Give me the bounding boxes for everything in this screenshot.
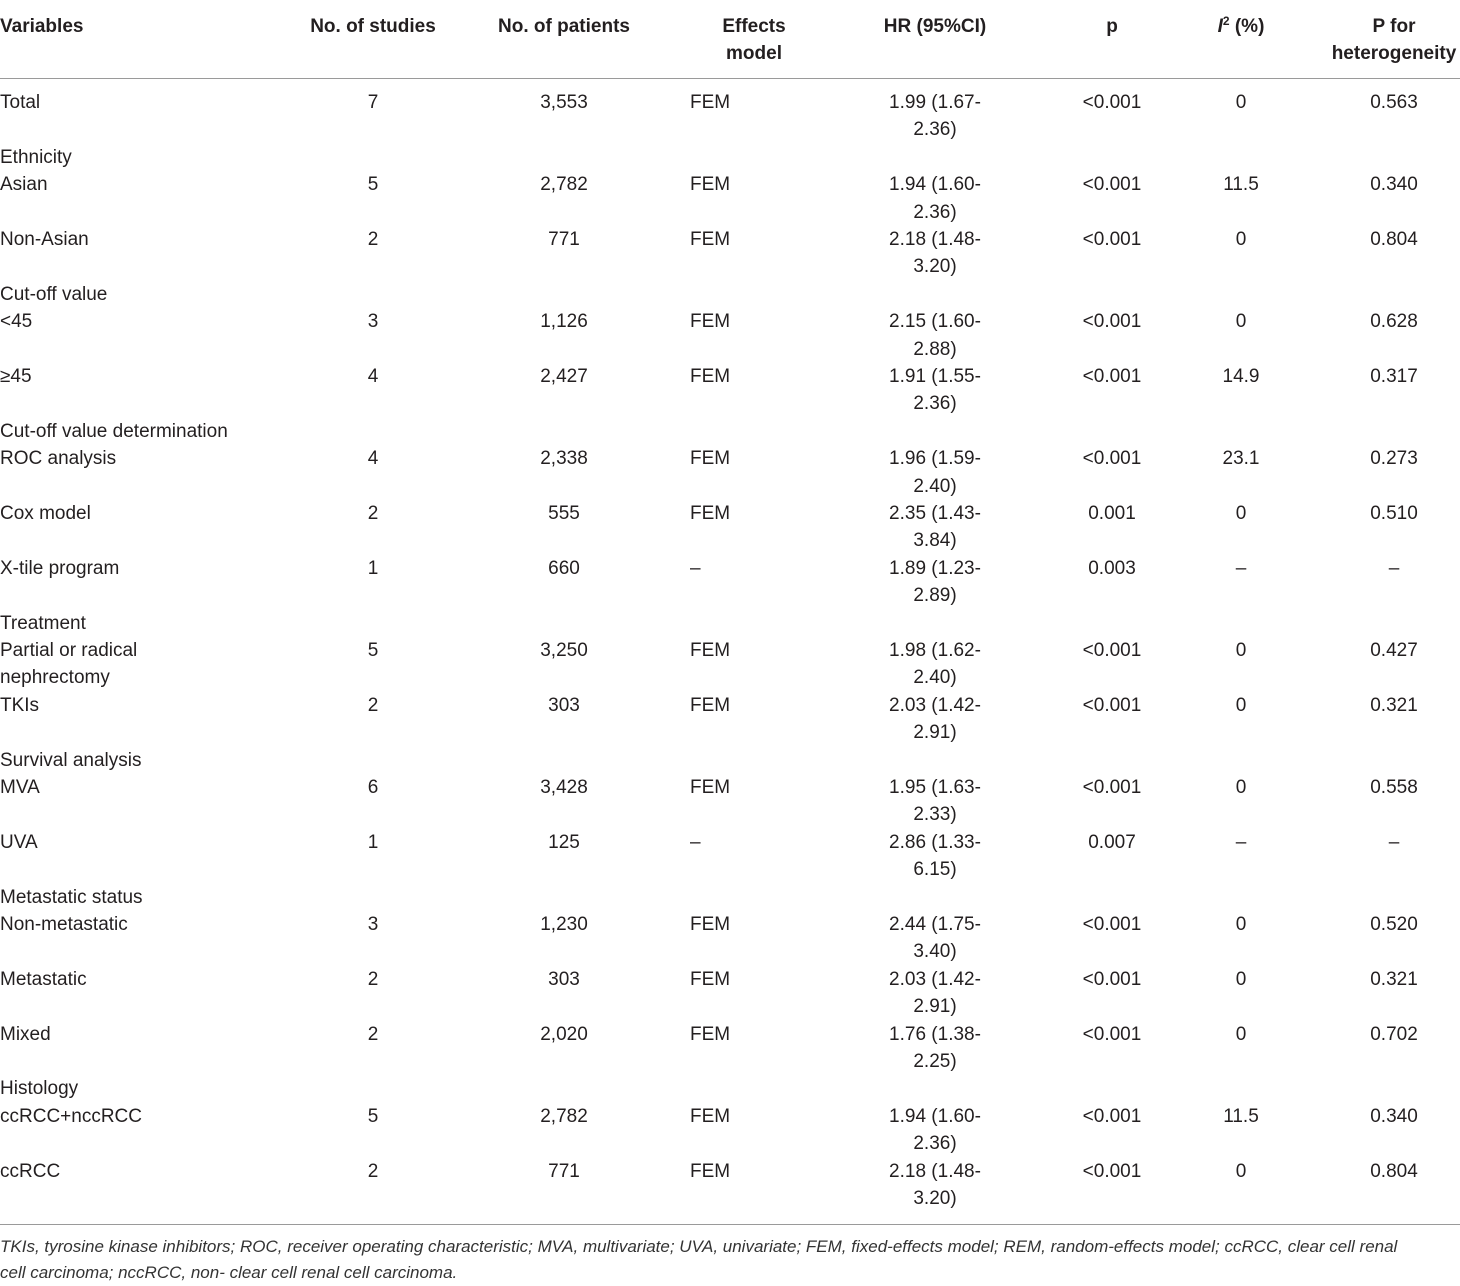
cell-model: FEM [690, 1105, 731, 1127]
cell-studies: 3 [367, 914, 379, 935]
cell-i2: 0 [1235, 777, 1247, 798]
cell-model: FEM [690, 968, 731, 990]
header-effects-model-line1: Effects [722, 16, 786, 37]
cell-studies: 1 [367, 831, 379, 853]
header-patients: No. of patients [498, 16, 630, 37]
group-label: Metastatic status [0, 886, 143, 908]
cell-studies: 2 [367, 968, 379, 990]
header-p-heterogeneity [1324, 13, 1460, 67]
cell-p: <0.001 [1082, 229, 1142, 250]
cell-phet: 0.558 [1370, 777, 1418, 798]
group-header-row [0, 747, 1460, 774]
cell-studies: 2 [367, 1023, 379, 1045]
cell-phet: 0.563 [1370, 92, 1418, 113]
cell-label-continued: nephrectomy [0, 667, 110, 689]
group-label: Ethnicity [0, 146, 72, 168]
cell-i2: 0 [1235, 1160, 1247, 1182]
cell-model: – [690, 831, 701, 853]
cell-patients: 555 [548, 503, 580, 524]
cell-hr: 2.86 (1.33- [889, 831, 981, 853]
cell-label: ccRCC+nccRCC [0, 1105, 142, 1127]
cell-hr-continued: 2.36) [913, 201, 957, 223]
cell-i2: 0 [1235, 914, 1247, 935]
group-header-row [0, 884, 1460, 911]
cell-p: 0.007 [1088, 831, 1136, 853]
cell-model: FEM [690, 777, 731, 798]
cell-model: FEM [690, 694, 731, 716]
cell-i2: 0 [1235, 968, 1247, 990]
table-row [0, 1103, 1460, 1155]
group-label: Cut-off value determination [0, 420, 228, 442]
cell-hr: 1.96 (1.59- [889, 448, 981, 470]
cell-hr: 2.18 (1.48- [889, 229, 981, 250]
cell-patients: 2,338 [540, 448, 588, 470]
cell-label: UVA [0, 831, 38, 853]
cell-patients: 660 [548, 557, 580, 579]
cell-i2: 0 [1235, 640, 1247, 661]
cell-i2: 0 [1235, 229, 1247, 250]
cell-p: <0.001 [1082, 1105, 1142, 1127]
cell-p: 0.001 [1088, 503, 1136, 524]
table-bottom-rule [0, 1224, 1460, 1225]
cell-studies: 5 [367, 1105, 379, 1127]
cell-studies: 5 [367, 174, 379, 196]
cell-patients: 2,020 [540, 1023, 588, 1045]
cell-hr-continued: 3.40) [913, 941, 957, 963]
header-i2-sup: 2 [1222, 14, 1230, 28]
cell-label: Partial or radical [0, 640, 138, 661]
table-row [0, 1021, 1460, 1072]
cell-studies: 6 [367, 777, 379, 798]
footnote-line-1: TKIs, tyrosine kinase inhibitors; ROC, receiver operating characteristic; MVA, multivariate; UVA, univariate; FEM, fixed-effects model; REM, random-effects model; ccRCC, clear cell renal [0, 1237, 1398, 1256]
table-row [0, 363, 1460, 415]
cell-model: FEM [690, 1023, 731, 1045]
cell-p: 0.003 [1088, 557, 1136, 579]
cell-studies: 2 [367, 1160, 379, 1182]
cell-phet: 0.321 [1370, 968, 1418, 990]
cell-i2: 0 [1235, 92, 1247, 113]
cell-studies: 2 [367, 694, 379, 716]
cell-hr-continued: 3.20) [913, 256, 957, 278]
cell-model: FEM [690, 366, 731, 387]
cell-hr-continued: 3.84) [913, 530, 957, 552]
cell-hr-continued: 2.33) [913, 804, 957, 826]
header-effects-model [704, 13, 804, 67]
cell-hr-continued: 2.36) [913, 1133, 957, 1155]
header-p-heterogeneity-line1: P for [1372, 16, 1416, 37]
cell-hr: 2.35 (1.43- [889, 503, 981, 524]
cell-patients: 303 [548, 968, 580, 990]
cell-hr-continued: 2.36) [913, 393, 957, 415]
header-hr: HR (95%CI) [883, 16, 987, 37]
cell-model: FEM [690, 174, 731, 196]
group-header-row [0, 610, 1460, 637]
cell-i2: 0 [1235, 503, 1247, 524]
cell-model: FEM [690, 914, 731, 935]
table-row [0, 1158, 1460, 1209]
cell-label: Mixed [0, 1023, 51, 1045]
cell-label: Metastatic [0, 968, 87, 990]
table-row [0, 308, 1460, 360]
group-header-row [0, 144, 1460, 171]
cell-hr-continued: 2.25) [913, 1050, 957, 1072]
cell-patients: 1,230 [540, 914, 588, 935]
group-header-row [0, 418, 1460, 445]
cell-studies: 3 [367, 311, 379, 333]
cell-hr-continued: 6.15) [913, 859, 957, 881]
cell-label: <45 [0, 311, 33, 333]
cell-hr: 1.94 (1.60- [889, 174, 981, 196]
table-row [0, 226, 1460, 278]
cell-hr: 1.76 (1.38- [889, 1023, 981, 1045]
cell-label: Total [0, 92, 41, 113]
table-row [0, 89, 1460, 141]
cell-phet: 0.317 [1370, 366, 1418, 387]
cell-hr: 1.99 (1.67- [889, 92, 981, 113]
header-p-heterogeneity-line2: heterogeneity [1331, 43, 1457, 64]
cell-patients: 2,782 [540, 1105, 588, 1127]
group-label: Histology [0, 1078, 79, 1100]
cell-patients: 2,427 [540, 366, 588, 387]
cell-studies: 4 [367, 366, 379, 387]
cell-model: FEM [690, 229, 731, 250]
cell-label: MVA [0, 777, 40, 798]
cell-hr-continued: 3.20) [913, 1187, 957, 1209]
cell-patients: 771 [548, 1160, 580, 1182]
table-row [0, 692, 1460, 744]
cell-phet: – [1388, 557, 1400, 579]
cell-patients: 771 [548, 229, 580, 250]
cell-p: <0.001 [1082, 914, 1142, 935]
cell-p: <0.001 [1082, 92, 1142, 113]
cell-i2: 23.1 [1222, 448, 1260, 470]
group-header-row [0, 1075, 1460, 1102]
cell-hr-continued: 2.89) [913, 585, 957, 607]
cell-model: FEM [690, 448, 731, 470]
cell-phet: 0.804 [1370, 1160, 1418, 1182]
cell-studies: 2 [367, 503, 379, 524]
cell-studies: 1 [367, 557, 379, 579]
cell-p: <0.001 [1082, 448, 1142, 470]
table-row [0, 829, 1460, 881]
cell-studies: 4 [367, 448, 379, 470]
cell-label: Asian [0, 174, 48, 196]
cell-phet: 0.520 [1370, 914, 1418, 935]
cell-hr: 2.18 (1.48- [889, 1160, 981, 1182]
cell-label: TKIs [0, 694, 40, 716]
cell-label: Non-Asian [0, 229, 89, 250]
cell-p: <0.001 [1082, 311, 1142, 333]
cell-hr-continued: 2.40) [913, 667, 957, 689]
cell-model: FEM [690, 1160, 731, 1182]
cell-hr: 2.15 (1.60- [889, 311, 981, 333]
header-studies: No. of studies [310, 16, 436, 37]
cell-studies: 5 [367, 640, 379, 661]
cell-phet: 0.321 [1370, 694, 1418, 716]
cell-label: Cox model [0, 503, 91, 524]
cell-hr-continued: 2.88) [913, 338, 957, 360]
cell-phet: 0.427 [1370, 640, 1418, 661]
cell-hr-continued: 2.40) [913, 475, 957, 497]
cell-model: FEM [690, 311, 731, 333]
cell-i2: 0 [1235, 311, 1247, 333]
header-i2 [1192, 13, 1290, 40]
cell-hr: 1.91 (1.55- [889, 366, 981, 387]
group-label: Treatment [0, 612, 86, 634]
cell-hr: 2.44 (1.75- [889, 914, 981, 935]
cell-phet: – [1388, 831, 1400, 853]
cell-p: <0.001 [1082, 1160, 1142, 1182]
cell-phet: 0.273 [1370, 448, 1418, 470]
table-row [0, 774, 1460, 826]
cell-patients: 3,428 [540, 777, 588, 798]
cell-phet: 0.510 [1370, 503, 1418, 524]
cell-model: FEM [690, 503, 731, 524]
cell-model: – [690, 557, 701, 579]
cell-phet: 0.340 [1370, 1105, 1418, 1127]
header-i2-letter: I [1217, 16, 1223, 37]
table-row [0, 637, 1460, 689]
cell-i2: 11.5 [1223, 1105, 1259, 1127]
cell-patients: 303 [548, 694, 580, 716]
cell-hr: 1.89 (1.23- [889, 557, 981, 579]
table-header [0, 0, 1460, 79]
cell-p: <0.001 [1082, 640, 1142, 661]
table-row [0, 445, 1460, 497]
cell-patients: 2,782 [540, 174, 588, 196]
cell-i2: 11.5 [1223, 174, 1259, 196]
cell-patients: 125 [548, 831, 580, 853]
cell-model: FEM [690, 640, 731, 661]
cell-p: <0.001 [1082, 1023, 1142, 1045]
table-row [0, 500, 1460, 552]
group-header-row [0, 281, 1460, 308]
cell-label: Non-metastatic [0, 914, 128, 935]
cell-label: ≥45 [0, 366, 32, 387]
cell-p: <0.001 [1082, 366, 1142, 387]
cell-i2: – [1235, 557, 1247, 579]
cell-i2: 0 [1235, 694, 1247, 716]
header-i2-unit: (%) [1229, 16, 1265, 37]
table-row [0, 555, 1460, 607]
cell-hr: 2.03 (1.42- [889, 694, 981, 716]
cell-patients: 1,126 [540, 311, 588, 333]
header-p: p [1106, 16, 1118, 37]
cell-label: ROC analysis [0, 448, 117, 470]
cell-i2: – [1235, 831, 1247, 853]
cell-studies: 7 [367, 92, 379, 113]
cell-hr-continued: 2.91) [913, 996, 957, 1018]
cell-i2: 0 [1235, 1023, 1247, 1045]
header-variables: Variables [0, 16, 84, 37]
table-row [0, 171, 1460, 223]
table-footnote [0, 1234, 1460, 1286]
cell-studies: 2 [367, 229, 379, 250]
cell-phet: 0.340 [1370, 174, 1418, 196]
cell-hr-continued: 2.91) [913, 722, 957, 744]
table-row [0, 966, 1460, 1018]
cell-patients: 3,250 [540, 640, 588, 661]
cell-phet: 0.628 [1370, 311, 1418, 333]
cell-hr-continued: 2.36) [913, 119, 957, 141]
cell-p: <0.001 [1082, 777, 1142, 798]
cell-model: FEM [690, 92, 731, 113]
cell-hr: 2.03 (1.42- [889, 968, 981, 990]
cell-hr: 1.94 (1.60- [889, 1105, 981, 1127]
cell-p: <0.001 [1082, 694, 1142, 716]
header-effects-model-line2: model [726, 43, 782, 64]
group-label: Cut-off value [0, 283, 108, 305]
cell-p: <0.001 [1082, 968, 1142, 990]
cell-label: X-tile program [0, 557, 120, 579]
cell-label: ccRCC [0, 1160, 61, 1182]
cell-phet: 0.804 [1370, 229, 1418, 250]
cell-phet: 0.702 [1370, 1023, 1418, 1045]
group-label: Survival analysis [0, 749, 142, 771]
table-row [0, 911, 1460, 963]
cell-p: <0.001 [1082, 174, 1142, 196]
cell-hr: 1.95 (1.63- [889, 777, 981, 798]
cell-hr: 1.98 (1.62- [889, 640, 981, 661]
cell-patients: 3,553 [540, 92, 588, 113]
footnote-line-2: cell carcinoma; nccRCC, non- clear cell renal cell carcinoma. [0, 1263, 458, 1282]
cell-i2: 14.9 [1222, 366, 1260, 387]
